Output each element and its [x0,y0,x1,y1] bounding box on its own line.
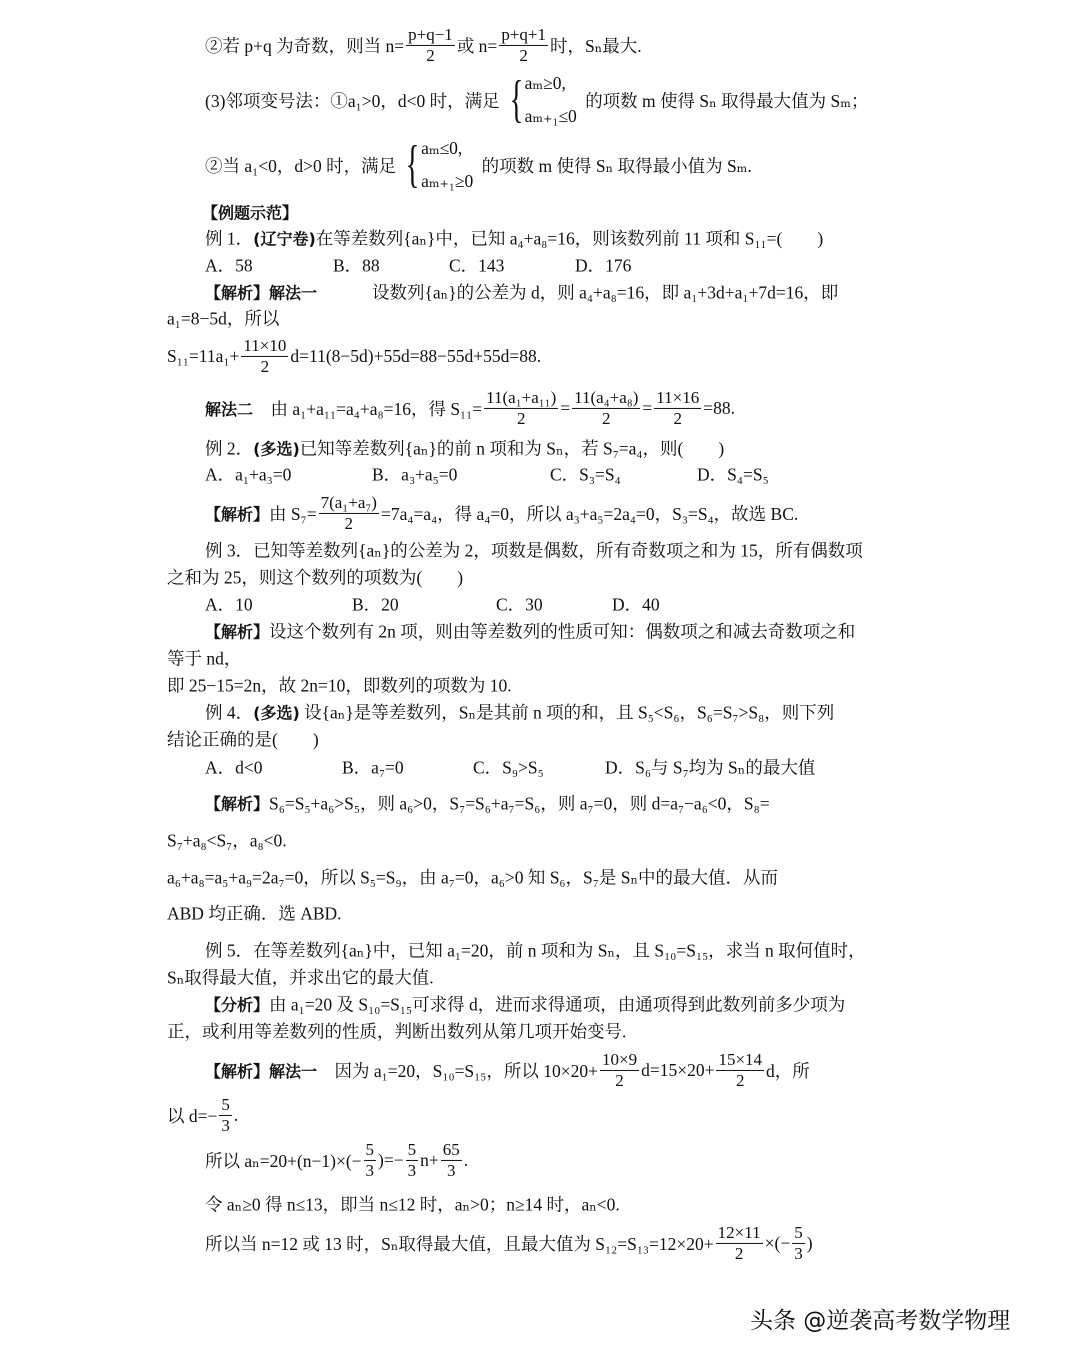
numerator: 5 [365,1139,375,1159]
text-segment: 或 n= [456,35,498,56]
text-segment: 例 5．在等差数列{aₙ}中，已知 a₁=20，前 n 项和为 Sₙ，且 S₁₀=S₁₅，求当 n 取何值时， [205,940,866,961]
fraction [572,388,640,428]
answer-option: A．10 [205,594,253,615]
denominator: 3 [794,1243,803,1263]
brace-icon: { [405,136,420,193]
answer-option: A．58 [205,255,253,276]
text-segment: =88. [703,397,735,418]
bold-label: 【分析】 [205,995,270,1015]
text-segment: ②当 a₁<0，d>0 时，满足 [205,155,397,176]
fraction [716,1223,763,1263]
answer-option: A．a₁+a₃=0 [205,464,292,485]
bold-label: 【解析】 [205,622,270,642]
numerator: 12×11 [717,1222,761,1242]
text-segment: a₁=8−5d，所以 [167,308,280,329]
text-line [167,865,778,890]
case-rows [525,73,577,127]
text-line [167,306,279,331]
case-row: aₘ≤0, [421,138,463,158]
answer-option: B．a₇=0 [342,757,404,778]
case-row: aₘ≥0, [524,73,566,93]
numerator: 5 [407,1139,417,1159]
text-segment: n+ [420,1149,439,1170]
numerator: p+q−1 [408,24,453,44]
bold-label: 【例题示范】 [202,203,299,223]
text-line [205,1223,813,1263]
fraction [241,336,288,376]
fraction [406,1140,419,1180]
denominator: 2 [516,408,526,428]
denominator: 3 [447,1160,456,1180]
numerator: p+q+1 [501,24,546,44]
text-line [167,336,541,376]
text-segment: d=11(8−5d)+55d=88−55d+55d=88. [290,345,542,366]
numerator: 11(a₁+a₁₁) [486,387,557,407]
denominator: 2 [519,45,528,65]
text-line [205,1050,810,1090]
answer-option: A．d<0 [205,757,263,778]
text-line [205,538,863,563]
text-segment: S₆=S₅+a₆>S₅，则 a₆>0，S₇=S₆+a₇=S₆，则 a₇=0，则 d=a₇−a₆<0，S₈= [269,793,770,814]
answer-option: C．S₉>S₅ [473,757,544,778]
fraction [406,25,455,65]
numerator: 5 [221,1094,230,1114]
text-segment: 例 3．已知等差数列{aₙ}的公差为 2，项数是偶数，所有奇数项之和为 15，所有偶数项 [205,540,863,561]
fraction [600,1050,639,1090]
bold-label: 【解析】解法一 [205,283,318,303]
text-segment: 设这个数列有 2n 项，则由等差数列的性质可知：偶数项之和减去奇数项之和 [269,621,856,642]
text-segment: 令 aₙ≥0 得 n≤13，即当 n≤12 时，aₙ>0；n≥14 时，aₙ<0. [205,1194,620,1215]
denominator: 2 [344,513,354,533]
numerator: 65 [442,1139,460,1159]
denominator: 3 [365,1160,375,1180]
text-line [167,965,434,990]
text-line [167,727,319,752]
numerator: 11(a₄+a₈) [574,387,639,407]
fraction [792,1223,805,1263]
text-line [205,138,752,192]
text-segment: a₆+a₈=a₅+a₉=2a₇=0，所以 S₅=S₉，由 a₇=0，a₆>0 知 S₆，S₇是 Sₙ中的最大值．从而 [167,867,779,888]
text-segment: ×(− [764,1232,791,1253]
text-segment: 的项数 m 使得 Sₙ 取得最大值为 Sₘ； [580,90,869,111]
text-segment: 所以当 n=12 或 13 时，Sₙ取得最大值，且最大值为 S₁₂=S₁₃=12×20+ [205,1233,714,1254]
text-segment: d=15×20+ [641,1059,715,1080]
text-line [205,791,770,816]
fraction [654,388,701,428]
answer-option: B．a₃+a₅=0 [372,464,458,485]
text-segment: ) [806,1232,813,1253]
text-line [167,1019,626,1044]
case-system [400,138,473,192]
text-line [205,992,845,1017]
denominator: 2 [735,1070,745,1090]
text-segment: = [642,397,653,418]
answer-option: D．S₆与 S₇均为 Sₙ的最大值 [605,757,816,778]
text-segment: . [233,1104,239,1125]
fraction [499,25,548,65]
text-segment: 由 S₇= [269,503,317,524]
text-segment: . [463,1149,469,1170]
text-line [205,388,735,428]
answer-option: C．143 [449,255,505,276]
bold-label: (多选) [253,703,300,723]
text-line [205,493,798,533]
answer-option: B．20 [352,594,399,615]
text-segment: )=− [378,1149,404,1170]
text-line [205,73,868,127]
text-segment: 例 4． [205,702,254,723]
text-line [205,1192,620,1217]
text-line [205,938,866,963]
denominator: 3 [221,1115,230,1135]
answer-option: C．30 [496,594,543,615]
text-segment: 设{aₙ}是等差数列，Sₙ是其前 n 项的和，且 S₅<S₆，S₆=S₇>S₈，则下列 [299,702,835,723]
denominator: 3 [407,1160,417,1180]
denominator: 2 [260,356,270,376]
numerator: 10×9 [601,1049,638,1069]
fraction [364,1140,377,1180]
case-system [504,73,577,127]
answer-option: D．40 [612,594,660,615]
text-segment: 例 2． [205,438,254,459]
case-rows [421,138,473,192]
text-line [167,1095,238,1135]
text-segment: (3)邻项变号法：①a₁>0，d<0 时，满足 [205,90,500,111]
fraction [716,1050,764,1090]
text-line [167,673,512,698]
answer-option: C．S₃=S₄ [550,464,621,485]
text-segment: S₁₁=11a₁+ [167,345,240,366]
answer-option: D．176 [575,255,632,276]
bold-label: 【解析】 [205,504,270,524]
text-line [167,565,463,590]
denominator: 2 [673,408,682,428]
brace-icon: { [509,71,523,128]
text-segment: 时，Sₙ最大. [550,35,642,56]
fraction [484,388,558,428]
text-segment: d，所 [766,1060,810,1081]
text-line [372,280,838,305]
text-segment: 由 a₁=20 及 S₁₀=S₁₅可求得 d，进而求得通项，由通项得到此数列前多少项为 [269,994,846,1015]
answer-option: B．88 [333,255,380,276]
bold-label: 【解析】 [205,794,270,814]
case-row: aₘ₊₁≥0 [421,171,474,191]
denominator: 2 [615,1070,624,1090]
text-segment: 以 d=− [167,1105,218,1126]
text-segment: 结论正确的是( ) [167,729,319,750]
bold-label: (辽宁卷) [253,229,316,249]
text-segment: 在等差数列{aₙ}中，已知 a₄+a₈=16，则该数列前 11 项和 S₁₁=( ) [315,228,824,249]
text-segment: ②若 p+q 为奇数，则当 n= [205,35,405,56]
text-segment: ABD 均正确．选 ABD. [167,903,342,924]
case-row: aₘ₊₁≤0 [524,106,577,126]
fraction [319,493,379,533]
numerator: 11×16 [656,387,700,407]
denominator: 2 [426,45,435,65]
answer-option: D．S₄=S₅ [697,464,769,485]
numerator: 11×10 [243,335,287,355]
text-segment: S₇+a₈<S₇，a₈<0. [167,830,287,851]
fraction [219,1095,232,1135]
text-line [205,1140,468,1180]
text-line [167,828,287,853]
text-segment: 由 a₁+a₁₁=a₄+a₈=16，得 S₁₁= [253,398,483,419]
text-segment: 等于 nd， [167,648,242,669]
text-line [205,25,642,65]
text-segment: 所以 aₙ=20+(n−1)×(− [205,1150,362,1171]
denominator: 2 [734,1243,744,1263]
numerator: 15×14 [718,1049,763,1069]
text-line [167,646,241,671]
solution-label [205,281,317,304]
text-segment: 例 1． [205,228,254,249]
text-segment: 之和为 25，则这个数列的项数为( ) [167,567,464,588]
numerator: 7(a₁+a₇) [320,492,377,512]
bold-label: 解法二 [205,399,254,419]
watermark: 头条 @逆袭高考数学物理 [750,1308,1011,1334]
text-segment: Sₙ取得最大值，并求出它的最大值. [167,967,434,988]
fraction [441,1140,462,1180]
text-line [167,901,342,926]
numerator: 5 [794,1222,803,1242]
text-segment: 正，或利用等差数列的性质，判断出数列从第几项开始变号. [167,1021,627,1042]
text-line [205,226,823,251]
text-line [205,436,724,461]
text-segment: =7a₄=a₄，得 a₄=0，所以 a₃+a₅=2a₄=0，S₃=S₄，故选 BC. [380,503,799,524]
bold-label: 【解析】解法一 [205,1061,318,1081]
text-segment: 设数列{aₙ}的公差为 d，则 a₄+a₈=16，即 a₁+3d+a₁+7d=16，即 [372,282,839,303]
denominator: 2 [602,408,611,428]
text-segment: 即 25−15=2n，故 2n=10，即数列的项数为 10. [167,675,512,696]
text-segment: 的项数 m 使得 Sₙ 取得最小值为 Sₘ. [477,155,752,176]
text-line [205,700,834,725]
text-segment: 已知等差数列{aₙ}的前 n 项和为 Sₙ，若 S₇=a₄，则( ) [299,438,725,459]
text-line [202,201,298,224]
text-segment: 因为 a₁=20，S₁₀=S₁₅，所以 10×20+ [317,1060,598,1081]
bold-label: (多选) [253,439,300,459]
text-line [205,619,855,644]
text-segment: = [560,397,571,418]
